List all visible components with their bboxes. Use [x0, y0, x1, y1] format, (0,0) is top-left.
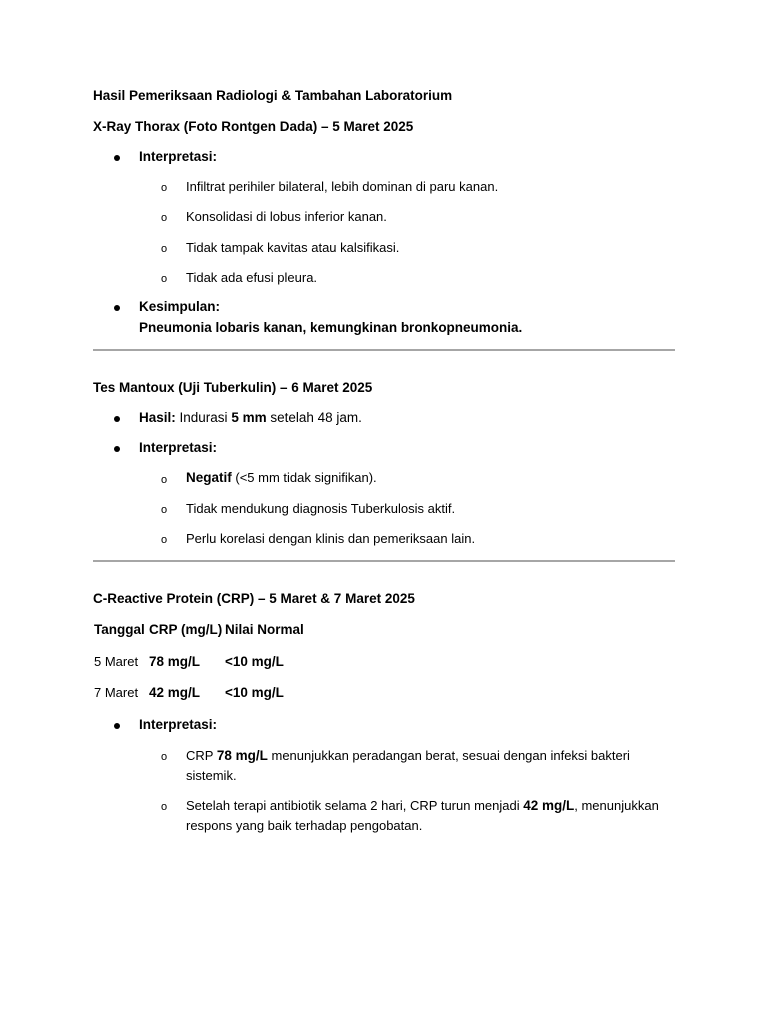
mantoux-result-pre: Indurasi	[179, 410, 228, 425]
crp-finding-2-value: 42 mg/L	[523, 798, 575, 813]
sub-bullet-icon: o	[161, 801, 168, 813]
crp-interpretation-label: Interpretasi:	[139, 717, 218, 732]
mantoux-result-post: setelah 48 jam.	[270, 410, 362, 425]
crp-finding-2-pre: Setelah terapi antibiotik selama 2 hari, CRP turun menjadi	[186, 798, 520, 813]
table-cell-crp: 78 mg/L	[149, 654, 201, 669]
mantoux-result-value: 5 mm	[231, 410, 267, 425]
sub-bullet-icon: o	[161, 273, 168, 285]
table-cell-normal: <10 mg/L	[225, 654, 284, 669]
sub-bullet-icon: o	[161, 212, 168, 224]
table-header-normal: Nilai Normal	[225, 622, 304, 637]
section-divider	[93, 560, 675, 562]
crp-finding-1-value: 78 mg/L	[216, 748, 268, 763]
sub-bullet-icon: o	[161, 751, 168, 763]
crp-heading: C-Reactive Protein (CRP) – 5 Maret & 7 Maret 2025	[93, 591, 415, 606]
bullet-icon	[114, 446, 120, 452]
crp-finding-2-post: , menunjukkan respons yang baik terhadap pengobatan.	[186, 798, 659, 833]
mantoux-negative-label: Negatif	[186, 470, 232, 485]
sub-bullet-icon: o	[161, 243, 168, 255]
table-cell-normal: <10 mg/L	[225, 685, 284, 700]
bullet-icon	[114, 723, 120, 729]
sub-bullet-icon: o	[161, 534, 168, 546]
mantoux-finding-2: Tidak mendukung diagnosis Tuberkulosis aktif.	[186, 501, 456, 516]
xray-finding-4: Tidak ada efusi pleura.	[186, 270, 318, 285]
bullet-icon	[114, 305, 120, 311]
table-header-crp: CRP (mg/L)	[149, 622, 223, 637]
sub-bullet-icon: o	[161, 474, 168, 486]
crp-finding-2	[186, 796, 666, 836]
crp-finding-1	[186, 746, 666, 786]
xray-heading: X-Ray Thorax (Foto Rontgen Dada) – 5 Maret 2025	[93, 119, 414, 134]
bullet-icon	[114, 155, 120, 161]
xray-conclusion-label: Kesimpulan:	[139, 299, 221, 314]
table-cell-date: 7 Maret	[94, 685, 139, 700]
xray-finding-2: Konsolidasi di lobus inferior kanan.	[186, 209, 387, 224]
sub-bullet-icon: o	[161, 182, 168, 194]
mantoux-finding-3: Perlu korelasi dengan klinis dan pemeriksaan lain.	[186, 531, 476, 546]
document-title: Hasil Pemeriksaan Radiologi & Tambahan Laboratorium	[93, 88, 453, 103]
mantoux-heading: Tes Mantoux (Uji Tuberkulin) – 6 Maret 2025	[93, 380, 373, 395]
mantoux-result-label: Hasil:	[139, 410, 176, 425]
bullet-icon	[114, 416, 120, 422]
table-header-date: Tanggal	[94, 622, 145, 637]
xray-conclusion-text: Pneumonia lobaris kanan, kemungkinan bronkopneumonia.	[139, 320, 523, 335]
table-cell-date: 5 Maret	[94, 654, 139, 669]
xray-interpretation-label: Interpretasi:	[139, 149, 218, 164]
section-divider	[93, 349, 675, 351]
sub-bullet-icon: o	[161, 504, 168, 516]
table-cell-crp: 42 mg/L	[149, 685, 201, 700]
xray-finding-3: Tidak tampak kavitas atau kalsifikasi.	[186, 240, 400, 255]
crp-finding-1-post: menunjukkan peradangan berat, sesuai dengan infeksi bakteri sistemik.	[186, 748, 630, 783]
crp-finding-1-pre: CRP	[186, 748, 214, 763]
mantoux-negative-note: (<5 mm tidak signifikan).	[235, 470, 377, 485]
mantoux-result	[139, 410, 362, 426]
mantoux-finding-1	[186, 470, 377, 486]
xray-finding-1: Infiltrat perihiler bilateral, lebih dominan di paru kanan.	[186, 179, 499, 194]
mantoux-interpretation-label: Interpretasi:	[139, 440, 218, 455]
